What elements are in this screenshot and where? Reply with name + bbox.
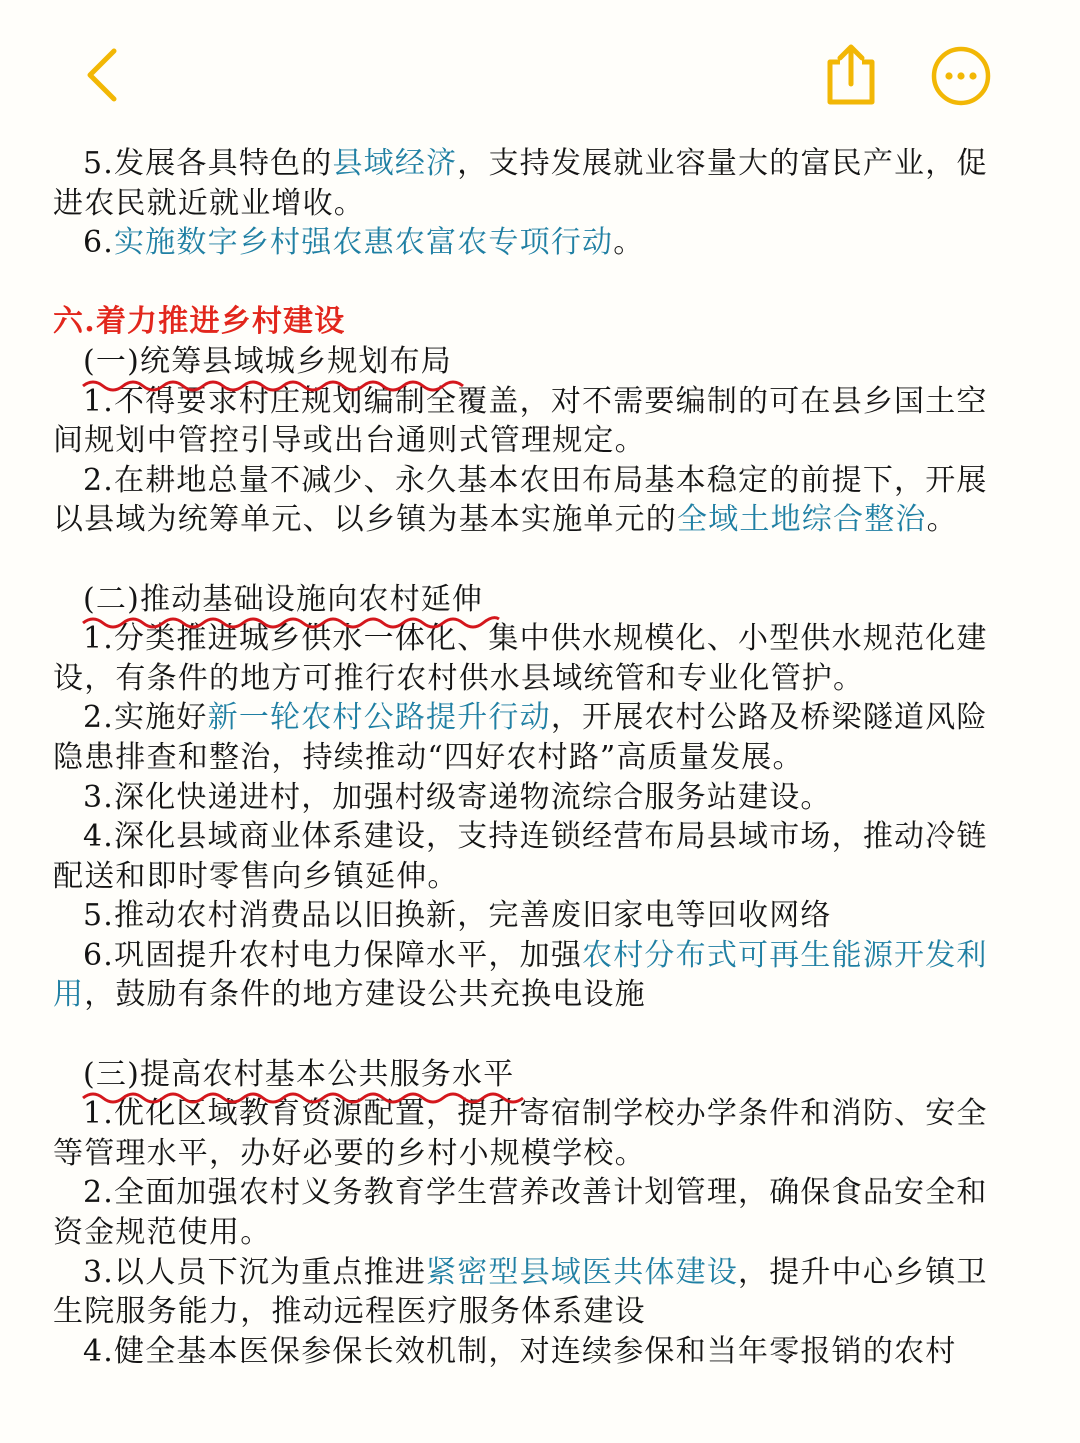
- sub1-item-1: 1.不得要求村庄规划编制全覆盖，对不需要编制的可在县乡国土空间规划中管控引导或出台通则式管理规定。: [53, 383, 988, 459]
- highlight-text: 农村分布式可再生能源开发利用: [53, 937, 988, 1013]
- more-options-icon[interactable]: [930, 45, 992, 107]
- sub2-item-6: 6.巩固提升农村电力保障水平，加强农村分布式可再生能源开发利用，鼓励有条件的地方建设公共充换电设施: [53, 937, 988, 1013]
- highlight-text: 新一轮农村公路提升行动: [207, 700, 551, 736]
- subsection-title-3: (三)提高农村基本公共服务水平: [53, 1055, 1013, 1095]
- highlight-text: 紧密型县域医共体建设: [426, 1254, 739, 1290]
- highlight-text: 县域经济: [332, 146, 458, 181]
- wavy-underline: [81, 1088, 531, 1104]
- paragraph-item-5: 5.发展各具特色的县域经济，支持发展就业容量大的富民产业，促进农民就近就业增收。: [53, 146, 988, 221]
- subsection-title-2: (二)推动基础设施向农村延伸: [53, 580, 1013, 620]
- share-icon[interactable]: [822, 40, 880, 110]
- sub2-item-1: 1.分类推进城乡供水一体化、集中供水规模化、小型供水规范化建设，有条件的地方可推行农村供水县域统管和专业化管护。: [53, 621, 988, 696]
- sub2-item-2: 2.实施好新一轮农村公路提升行动，开展农村公路及桥梁隧道风险隐患排查和整治，持续推动“四好农村路”高质量发展。: [53, 700, 988, 775]
- sub3-item-1: 1.优化区域教育资源配置，提升寄宿制学校办学条件和消防、安全等管理水平，办好必要的乡村小规模学校。: [53, 1096, 988, 1171]
- document-body: [53, 144, 1013, 1371]
- highlight-text: 全域土地综合整治: [677, 502, 927, 538]
- highlight-text: 实施数字乡村强农惠农富农专项行动: [114, 225, 614, 261]
- top-toolbar: [0, 0, 1080, 150]
- sub3-item-4: 4.健全基本医保参保长效机制，对连续参保和当年零报销的农村: [83, 1333, 957, 1369]
- section-title: 六.着力推进乡村建设: [53, 304, 346, 340]
- sub3-item-3: 3.以人员下沉为重点推进紧密型县域医共体建设，提升中心乡镇卫生院服务能力，推动远程医疗服务体系建设: [53, 1254, 988, 1330]
- paragraph-item-6: 6.实施数字乡村强农惠农富农专项行动。: [83, 225, 645, 261]
- sub3-item-2: 2.全面加强农村义务教育学生营养改善计划管理，确保食品安全和资金规范使用。: [53, 1175, 988, 1251]
- sub1-item-2: 2.在耕地总量不减少、永久基本农田布局基本稳定的前提下，开展以县域为统筹单元、以乡镇为基本实施单元的全域土地综合整治。: [53, 462, 988, 538]
- sub2-item-4: 4.深化县域商业体系建设，支持连锁经营布局县域市场，推动冷链配送和即时零售向乡镇延伸。: [53, 819, 988, 894]
- sub2-item-3: 3.深化快递进村，加强村级寄递物流综合服务站建设。: [83, 779, 832, 815]
- wavy-underline: [81, 376, 471, 392]
- back-chevron-icon[interactable]: [80, 45, 130, 105]
- subsection-title-1: (一)统筹县域城乡规划布局: [53, 342, 1013, 382]
- wavy-underline: [81, 613, 501, 629]
- sub2-item-5: 5.推动农村消费品以旧换新，完善废旧家电等回收网络: [83, 898, 832, 934]
